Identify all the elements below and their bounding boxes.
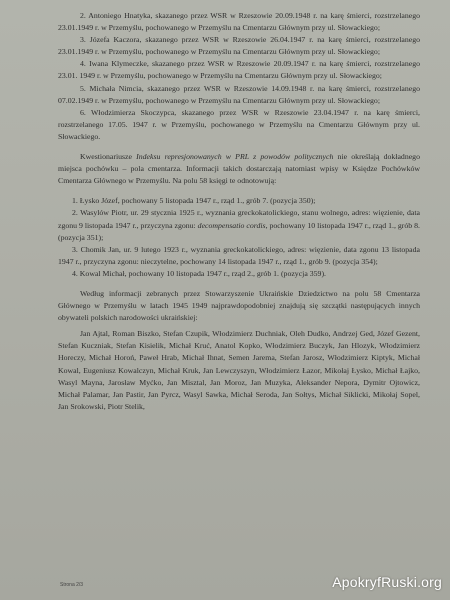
prisoner-entry: 2. Antoniego Hnatyka, skazanego przez WSR w Rzeszowie 20.09.1948 r. na karę śmierci, rozstrzelanego 23.01.1949 r. w Przemyślu, pochowanego w Przemyślu na Cmentarzu Głównym przy ul. Słowackiego;	[58, 11, 420, 33]
page-number-label: Strona 2/3	[60, 582, 84, 588]
index-title-italic: Indeksu represjonowanych w PRL z powodów politycznych	[136, 152, 334, 162]
site-watermark: ApokryfRuski.org	[332, 574, 442, 590]
burial-entry	[58, 207, 420, 243]
prisoner-entry: 3. Józefa Kaczora, skazanego przez WSR w Rzeszowie 26.04.1947 r. na karę śmierci, rozstrzelanego 23.01.1949 r. w Przemyślu, pochowanego w Przemyślu na Cmentarzu Głównym przy ul. Słowackiego;	[58, 35, 420, 57]
document-body	[58, 10, 420, 413]
questionnaire-text-end: nie określają dokładnego miejsca pochówku – pola cmentarza. Informacji takich dostarczają natomiast wpisy w Księdze Pochówków Cmentarza Głównego w Przemyślu. Na polu 58 księgi te odnotowują:	[58, 152, 420, 186]
prisoner-entry: 6. Włodzimierza Skoczypca, skazanego przez WSR w Rzeszowie 23.04.1947 r. na karę śmierci, rozstrzelanego 17.05. 1947 r. w Przemyślu, pochowanego w Przemyślu na Cmentarzu Głównym przy ul. Słowackiego.	[58, 107, 420, 141]
prisoner-entry: 5. Michała Nimcia, skazanego przez WSR w Rzeszowie 14.09.1948 r. na karę śmierci, rozstrzelanego 07.02.1949 r. w Przemyślu, pochowanego w Przemyślu na Cmentarzu Głównym przy ul. Słowackiego;	[58, 83, 420, 105]
cause-of-death-italic: decompensatio cordis	[197, 220, 266, 230]
questionnaire-text-start: Kwestionariusze	[80, 152, 137, 162]
burial-entry: 4. Kowal Michał, pochowany 10 listopada 1947 r., rząd 2., grób 1. (pozycja 359).	[72, 268, 326, 278]
names-list: Jan Ajtal, Roman Biszko, Stefan Czupik, Włodzimierz Duchniak, Oleh Dudko, Andrzej Ged, Józef Gezent, Stefan Kuczniak, Stefan Kisielik, Michał Kruć, Anatol Kopko, Włodzimierz Buczyk, Jan Hlozyk, Włodzimierz Horeczy, Michał Horoń, Paweł Hrab, Michał Ihnat, Semen Jarema, Stefan Jarosz, Włodzimierz Kiptyk, Michał Kowal, Eugeniusz Kowalczyn, Michał Kruk, Jan Lewczyszyn, Włodzimierz Łazor, Mikołaj Łysko, Michał Łajko, Wasyl Mayna, Jarosław Myćko, Jan Misztal, Jan Moroz, Jan Muzyka, Aleksander Nepora, Dymitr Ojtowicz, Michał Palamar, Jan Pastir, Jan Pyrcz, Wasyl Sawka, Michał Seroda, Jan Sołtys, Michał Siklicki, Mikołaj Sopel, Jan Srokowski, Piotr Stelik,	[58, 329, 420, 411]
burial-entry: 1. Łysko Józef, pochowany 5 listopada 1947 r., rząd 1., grób 7. (pozycja 350);	[72, 196, 316, 206]
burial-entry-text: 2. Wasylów Piotr, ur. 29 stycznia 1925 r., wyznania greckokatolickiego, stanu wolnego, adres: więzienie, data zgonu 9 listopada 1947 r., przyczyna zgonu:	[58, 208, 420, 230]
prisoner-entry: 4. Iwana Klymeczke, skazanego przez WSR w Rzeszowie 20.09.1947 r. na karę śmierci, rozstrzelanego 23.01. 1949 r. w Przemyślu, pochowanego w Przemyślu na Cmentarzu Głównym przy ul. Słowackiego;	[58, 59, 420, 81]
burial-entry-text: , pochowany 10 listopada 1947 r., rząd 1., grób 8. (pozycja 351);	[58, 220, 420, 242]
burial-entry: 3. Chomik Jan, ur. 9 lutego 1923 r., wyznania greckokatolickiego, adres: więzienie, data zgonu 13 listopada 1947 r., przyczyna zgonu: nieczytelne, pochowany 14 listopada 1947 r., rząd 1., grób 9. (pozycja 354);	[58, 244, 420, 266]
association-paragraph: Według informacji zebranych przez Stowarzyszenie Ukraińskie Dziedzictwo na polu 58 Cmentarza Głównego w Przemyślu w latach 1945 1949 najprawdopodobniej znajdują się szczątki następujących innych obywateli polskich narodowości ukraińskiej:	[58, 288, 420, 323]
burial-list	[58, 195, 420, 280]
questionnaire-paragraph	[58, 151, 420, 187]
